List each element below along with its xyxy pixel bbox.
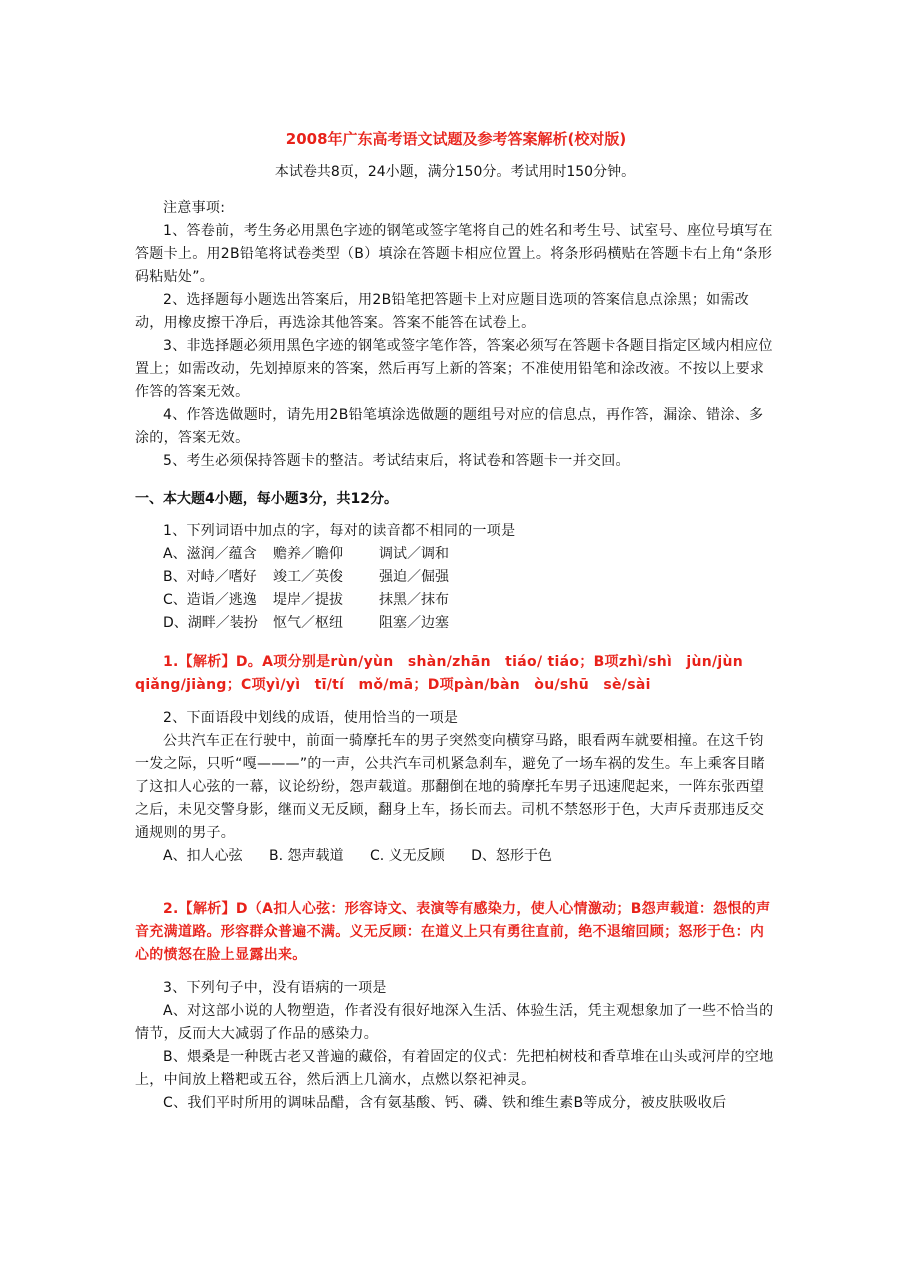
option-cell: 竣工／英俊	[273, 569, 343, 585]
answer-analysis: 1.【解析】D。A项分别是rùn/yùn shàn/zhān tiáo/ tiáo；B项zhì/shì jùn/jùn qiǎng/jiàng；C项yì/yì tī/tí mǒ/mā；D项pàn/bàn òu/shū sè/sài	[135, 654, 758, 693]
question-stem: 2、下面语段中划线的成语，使用恰当的一项是	[163, 710, 459, 726]
question-passage: 公共汽车正在行驶中，前面一骑摩托车的男子突然变向横穿马路，眼看两车就要相撞。在这千钧一发之际，只听“嘎———”的一声，公共汽车司机紧急刹车，避免了一场车祸的发生。车上乘客目睹了这扣人心弦的一幕，议论纷纷，怨声载道。那翻倒在地的骑摩托车男子迅速爬起来，一阵东张西望之后，未见交警身影，继而义无反顾，翻身上车，扬长而去。司机不禁怒形于色，大声斥责那违反交通规则的男子。	[135, 733, 766, 841]
document-title: 2008年广东高考语文试题及参考答案解析(校对版)	[285, 130, 627, 148]
notice-section	[135, 197, 775, 473]
option: A、扣人心弦	[163, 848, 243, 864]
option-cell: 堤岸／提拔	[273, 592, 343, 608]
notice-item: 5、考生必须保持答题卡的整洁。考试结束后，将试卷和答题卡一并交回。	[163, 453, 630, 469]
option: A、对这部小说的人物塑造，作者没有很好地深入生活、体验生活，凭主观想象加了一些不恰当的情节，反而大大减弱了作品的感染力。	[135, 1003, 774, 1042]
question-1	[135, 520, 775, 697]
option-cell: D、湖畔／装扮	[163, 615, 258, 631]
notice-item: 4、作答选做题时，请先用2B铅笔填涂选做题的题组号对应的信息点，再作答，漏涂、错涂、多涂的，答案无效。	[135, 407, 764, 446]
option-cell: 赡养／瞻仰	[273, 546, 343, 562]
option-cell: 阻塞／边塞	[379, 615, 449, 631]
option-list	[135, 845, 775, 868]
document-subtitle: 本试卷共8页，24小题，满分150分。考试用时150分钟。	[274, 164, 636, 180]
notice-item: 3、非选择题必须用黑色字迹的钢笔或签字笔作答，答案必须写在答题卡各题目指定区域内相应位置上；如需改动，先划掉原来的答案，然后再写上新的答案；不准使用铅笔和涂改液。不按以上要求作答的答案无效。	[135, 338, 773, 400]
option-cell: B、对峙／嗜好	[163, 569, 257, 585]
question-stem: 3、下列句子中，没有语病的一项是	[163, 980, 387, 996]
notice-item: 1、答卷前，考生务必用黑色字迹的钢笔或签字笔将自己的姓名和考生号、试室号、座位号填写在答题卡上。用2B铅笔将试卷类型（B）填涂在答题卡相应位置上。将条形码横贴在答题卡右上角“条形码粘贴处”。	[135, 223, 773, 285]
section-heading: 一、本大题4小题，每小题3分，共12分。	[135, 491, 398, 507]
option-list	[135, 543, 775, 635]
option-cell: 抹黑／抹布	[379, 592, 449, 608]
answer-analysis: 2.【解析】D（A扣人心弦：形容诗文、表演等有感染力，使人心情激动；B怨声载道：怨恨的声音充满道路。形容群众普遍不满。义无反顾：在道义上只有勇往直前，绝不退缩回顾；怒形于色：内心的愤怒在脸上显露出来。	[135, 901, 771, 963]
option-cell: C、造诣／逃逸	[163, 592, 257, 608]
document-page	[135, 128, 775, 1115]
option-cell: 强迫／倔强	[379, 569, 449, 585]
option-cell: A、滋润／蕴含	[163, 546, 257, 562]
option: D、怒形于色	[471, 848, 552, 864]
notice-heading: 注意事项:	[163, 200, 226, 216]
option: B. 怨声载道	[269, 848, 344, 864]
option: B、煨桑是一种既古老又普遍的藏俗，有着固定的仪式：先把柏树枝和香草堆在山头或河岸的空地上，中间放上糌粑或五谷，然后洒上几滴水，点燃以祭祀神灵。	[135, 1049, 774, 1088]
option-row	[163, 543, 775, 566]
option-cell: 怄气／枢纽	[273, 615, 343, 631]
option-row	[163, 566, 775, 589]
question-2	[135, 707, 775, 967]
option-row	[163, 589, 775, 612]
option-cell: 调试／调和	[379, 546, 449, 562]
option: C、我们平时所用的调味品醋，含有氨基酸、钙、磷、铁和维生素B等成分，被皮肤吸收后	[163, 1095, 727, 1111]
option-row	[163, 612, 775, 635]
question-stem: 1、下列词语中加点的字，每对的读音都不相同的一项是	[163, 523, 516, 539]
question-3	[135, 977, 775, 1115]
option: C. 义无反顾	[370, 848, 445, 864]
notice-item: 2、选择题每小题选出答案后，用2B铅笔把答题卡上对应题目选项的答案信息点涂黑；如需改动，用橡皮擦干净后，再选涂其他答案。答案不能答在试卷上。	[135, 292, 750, 331]
